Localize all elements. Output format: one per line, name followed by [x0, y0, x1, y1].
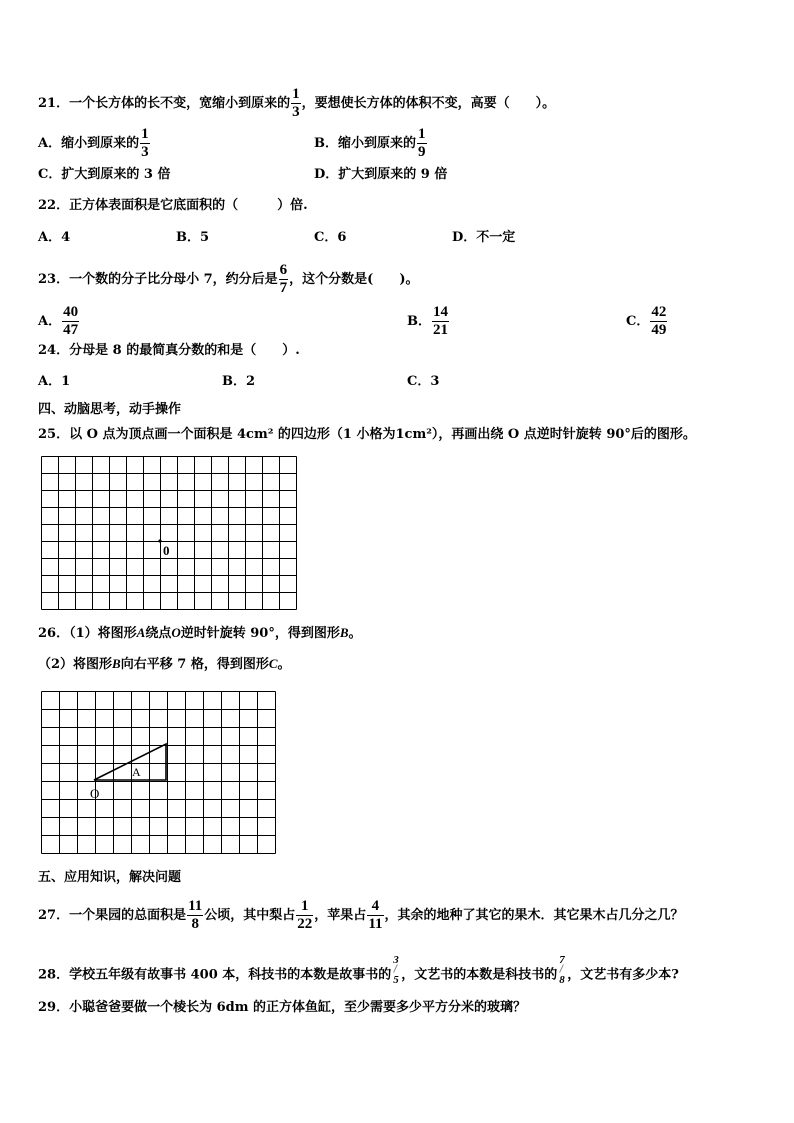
q25-grid[interactable]	[40, 455, 300, 611]
q28-fraction-tech: 3 5	[393, 954, 399, 986]
q27-stem: 27．一个果园的总面积是 $\frac{11}{8}$ 公顷，其中梨占 $\frac{1}{22}$ ，苹果占 $\frac{4}{11}$ ，其余的地种了其它的果木．其它果木占几分之几？	[38, 898, 684, 932]
q23-option-b[interactable]: B． $\frac{14}{21}$	[407, 304, 448, 338]
q21-option-b-fraction: $\frac{1}{9}$	[418, 126, 426, 160]
q23-option-c[interactable]: C． $\frac{42}{49}$	[626, 304, 667, 338]
q24-stem: 24．分母是 8 的最简真分数的和是（ ）.	[38, 343, 300, 358]
q25-point-o	[158, 539, 161, 542]
q23-option-b-fraction: $\frac{14}{21}$	[433, 304, 448, 338]
q24-option-b[interactable]: B．2	[222, 374, 256, 389]
q27-fraction-apple: $\frac{4}{11}$	[368, 898, 383, 932]
q23-option-c-fraction: $\frac{42}{49}$	[651, 304, 667, 338]
q25-point-label: 0	[163, 543, 170, 558]
q28-fraction-lit: 7 8	[559, 954, 565, 986]
q29-stem: 29．小聪爸爸要做一个棱长为 6dm 的正方体鱼缸，至少需要多少平方分米的玻璃？	[38, 1000, 527, 1015]
q26-point-label: O	[90, 786, 100, 801]
q27-fraction-total: $\frac{11}{8}$	[188, 898, 203, 932]
q25-stem: 25．以 O 点为顶点画一个面积是 4cm² 的四边形（1 小格为1cm²），再画出绕 O 点逆时针旋转 90°后的图形。	[38, 427, 696, 442]
q24-option-a[interactable]: A．1	[38, 374, 71, 389]
q23-stem: 23．一个数的分子比分母小 7，约分后是 $\frac{6}{7}$ ，这个分数是( )。	[38, 262, 419, 296]
q26-triangle-a	[94, 744, 166, 780]
q21-stem-fraction: $\frac{1}{3}$	[292, 86, 300, 120]
q21-option-b[interactable]: B．缩小到原来的 $\frac{1}{9}$	[314, 126, 426, 160]
q22-option-c[interactable]: C．6	[314, 230, 347, 245]
q27-fraction-pear: $\frac{1}{22}$	[297, 898, 313, 932]
q21-option-c[interactable]: C．扩大到原来的 3 倍	[38, 167, 171, 182]
q23-option-a[interactable]: A． $\frac{40}{47}$	[38, 304, 79, 338]
q21-option-d[interactable]: D．扩大到原来的 9 倍	[314, 167, 448, 182]
section-5-heading: 五、应用知识，解决问题	[38, 870, 182, 885]
q26-part2: （2）将图形B向右平移 7 格，得到图形C。	[38, 656, 291, 672]
q21-stem: 21．一个长方体的长不变，宽缩小到原来的 $\frac{1}{3}$ ，要想使长方体的体积不变，高要（ ）。	[38, 86, 556, 120]
q23-stem-fraction: $\frac{6}{7}$	[279, 262, 288, 296]
q22-option-a[interactable]: A．4	[38, 230, 71, 245]
q28-stem: 28．学校五年级有故事书 400 本，科技书的本数是故事书的 3 5 ，文艺书的本数是科技书的 7 8 ，文艺书有多少本?	[38, 960, 679, 990]
q22-option-d[interactable]: D．不一定	[452, 230, 516, 245]
q22-stem: 22．正方体表面积是它底面积的（ ）倍.	[38, 198, 308, 213]
q26-shape-label: A	[132, 765, 141, 779]
q22-option-b[interactable]: B．5	[176, 230, 210, 245]
q26-grid[interactable]	[40, 690, 278, 856]
q21-option-a-fraction: $\frac{1}{3}$	[141, 126, 149, 160]
q21-option-a[interactable]: A．缩小到原来的 $\frac{1}{3}$	[38, 126, 149, 160]
q26-part1: 26．（1）将图形A绕点O逆时针旋转 90°，得到图形B。	[38, 625, 362, 641]
section-4-heading: 四、动脑思考，动手操作	[38, 402, 182, 417]
q23-option-a-fraction: $\frac{40}{47}$	[63, 304, 79, 338]
q24-option-c[interactable]: C．3	[407, 374, 440, 389]
